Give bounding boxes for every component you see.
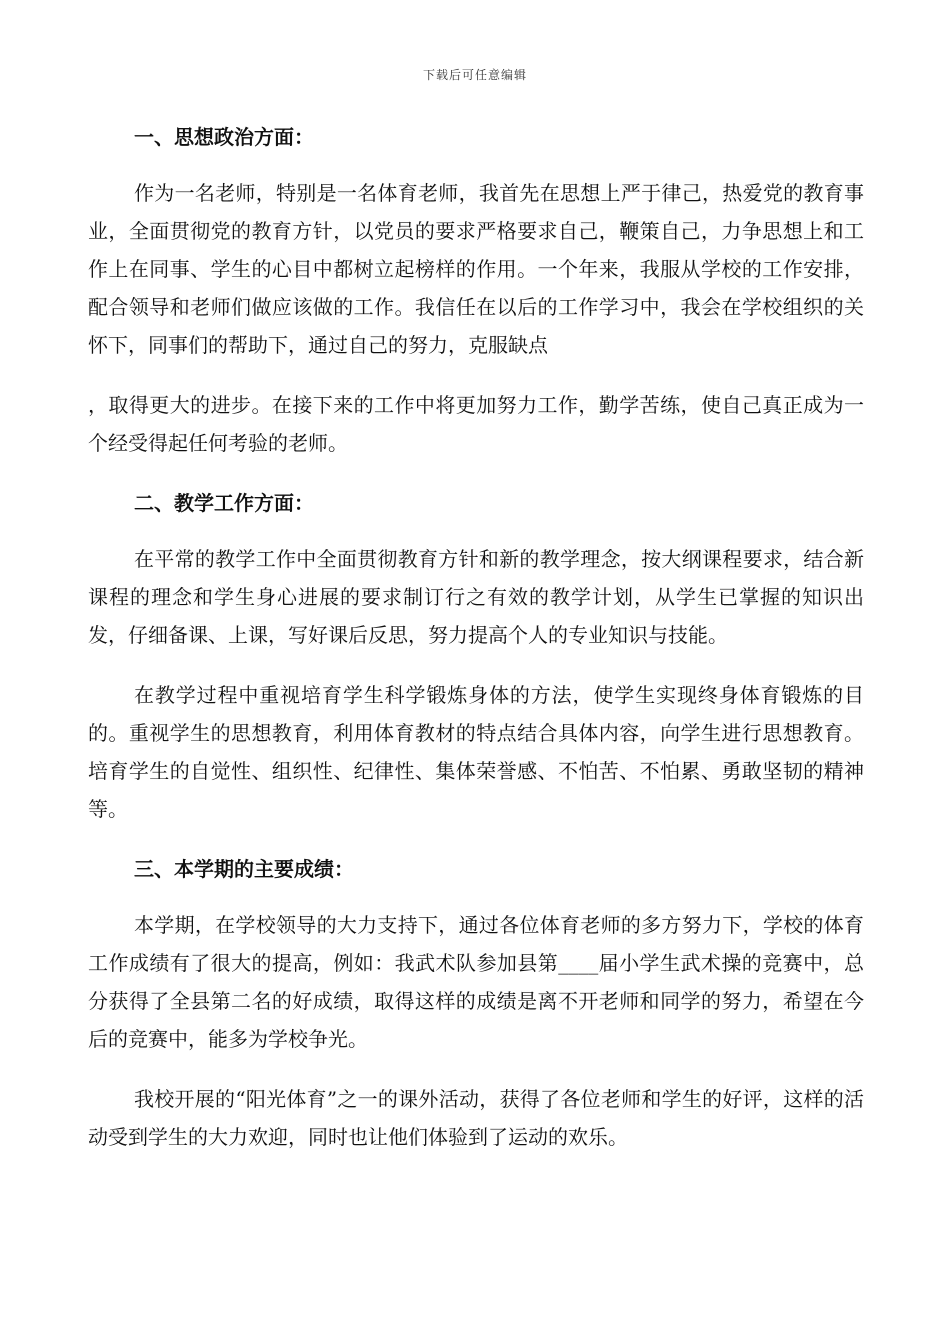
section-heading-teaching: 二、教学工作方面：: [134, 491, 314, 515]
document-body: [88, 118, 864, 1156]
paragraph-teaching-2: 在教学过程中重视培育学生科学锻炼身体的方法，使学生实现终身体育锻炼的目的。重视学生的思想教育，利用体育教材的特点结合具体内容，向学生进行思想教育。培育学生的自觉性、组织性、纪律性、集体荣誉感、不怕苦、不怕累、勇敢坚韧的精神等。: [88, 683, 864, 821]
page-header: 下载后可任意编辑: [422, 68, 527, 82]
paragraph-achievements-1: 本学期，在学校领导的大力支持下，通过各位体育老师的多方努力下，学校的体育工作成绩有了很大的提高，例如：我武术队参加县第____届小学生武术操的竞赛中，总分获得了全县第二名的好成绩，取得这样的成绩是离不开老师和同学的努力，希望在今后的竞赛中，能多为学校争光。: [88, 913, 864, 1051]
paragraph-achievements-2: 我校开展的“阳光体育”之一的课外活动，获得了各位老师和学生的好评，这样的活动受到学生的大力欢迎，同时也让他们体验到了运动的欢乐。: [88, 1087, 864, 1149]
paragraph-political-1: 作为一名老师，特别是一名体育老师，我首先在思想上严于律己，热爱党的教育事业，全面贯彻党的教育方针，以党员的要求严格要求自己，鞭策自己，力争思想上和工作上在同事、学生的心目中都树立起榜样的作用。一个年来，我服从学校的工作安排，配合领导和老师们做应该做的工作。我信任在以后的工作学习中，我会在学校组织的关怀下，同事们的帮助下，通过自己的努力，克服缺点: [88, 181, 864, 357]
section-heading-political: 一、思想政治方面：: [134, 125, 314, 149]
section-heading-achievements: 三、本学期的主要成绩：: [134, 857, 354, 881]
paragraph-political-2: ，取得更大的进步。在接下来的工作中将更加努力工作，勤学苦练，使自己真正成为一个经受得起任何考验的老师。: [88, 393, 864, 455]
paragraph-teaching-1: 在平常的教学工作中全面贯彻教育方针和新的教学理念，按大纲课程要求，结合新课程的理念和学生身心进展的要求制订行之有效的教学计划，从学生已掌握的知识出发，仔细备课、上课，写好课后反思，努力提高个人的专业知识与技能。: [88, 547, 864, 647]
